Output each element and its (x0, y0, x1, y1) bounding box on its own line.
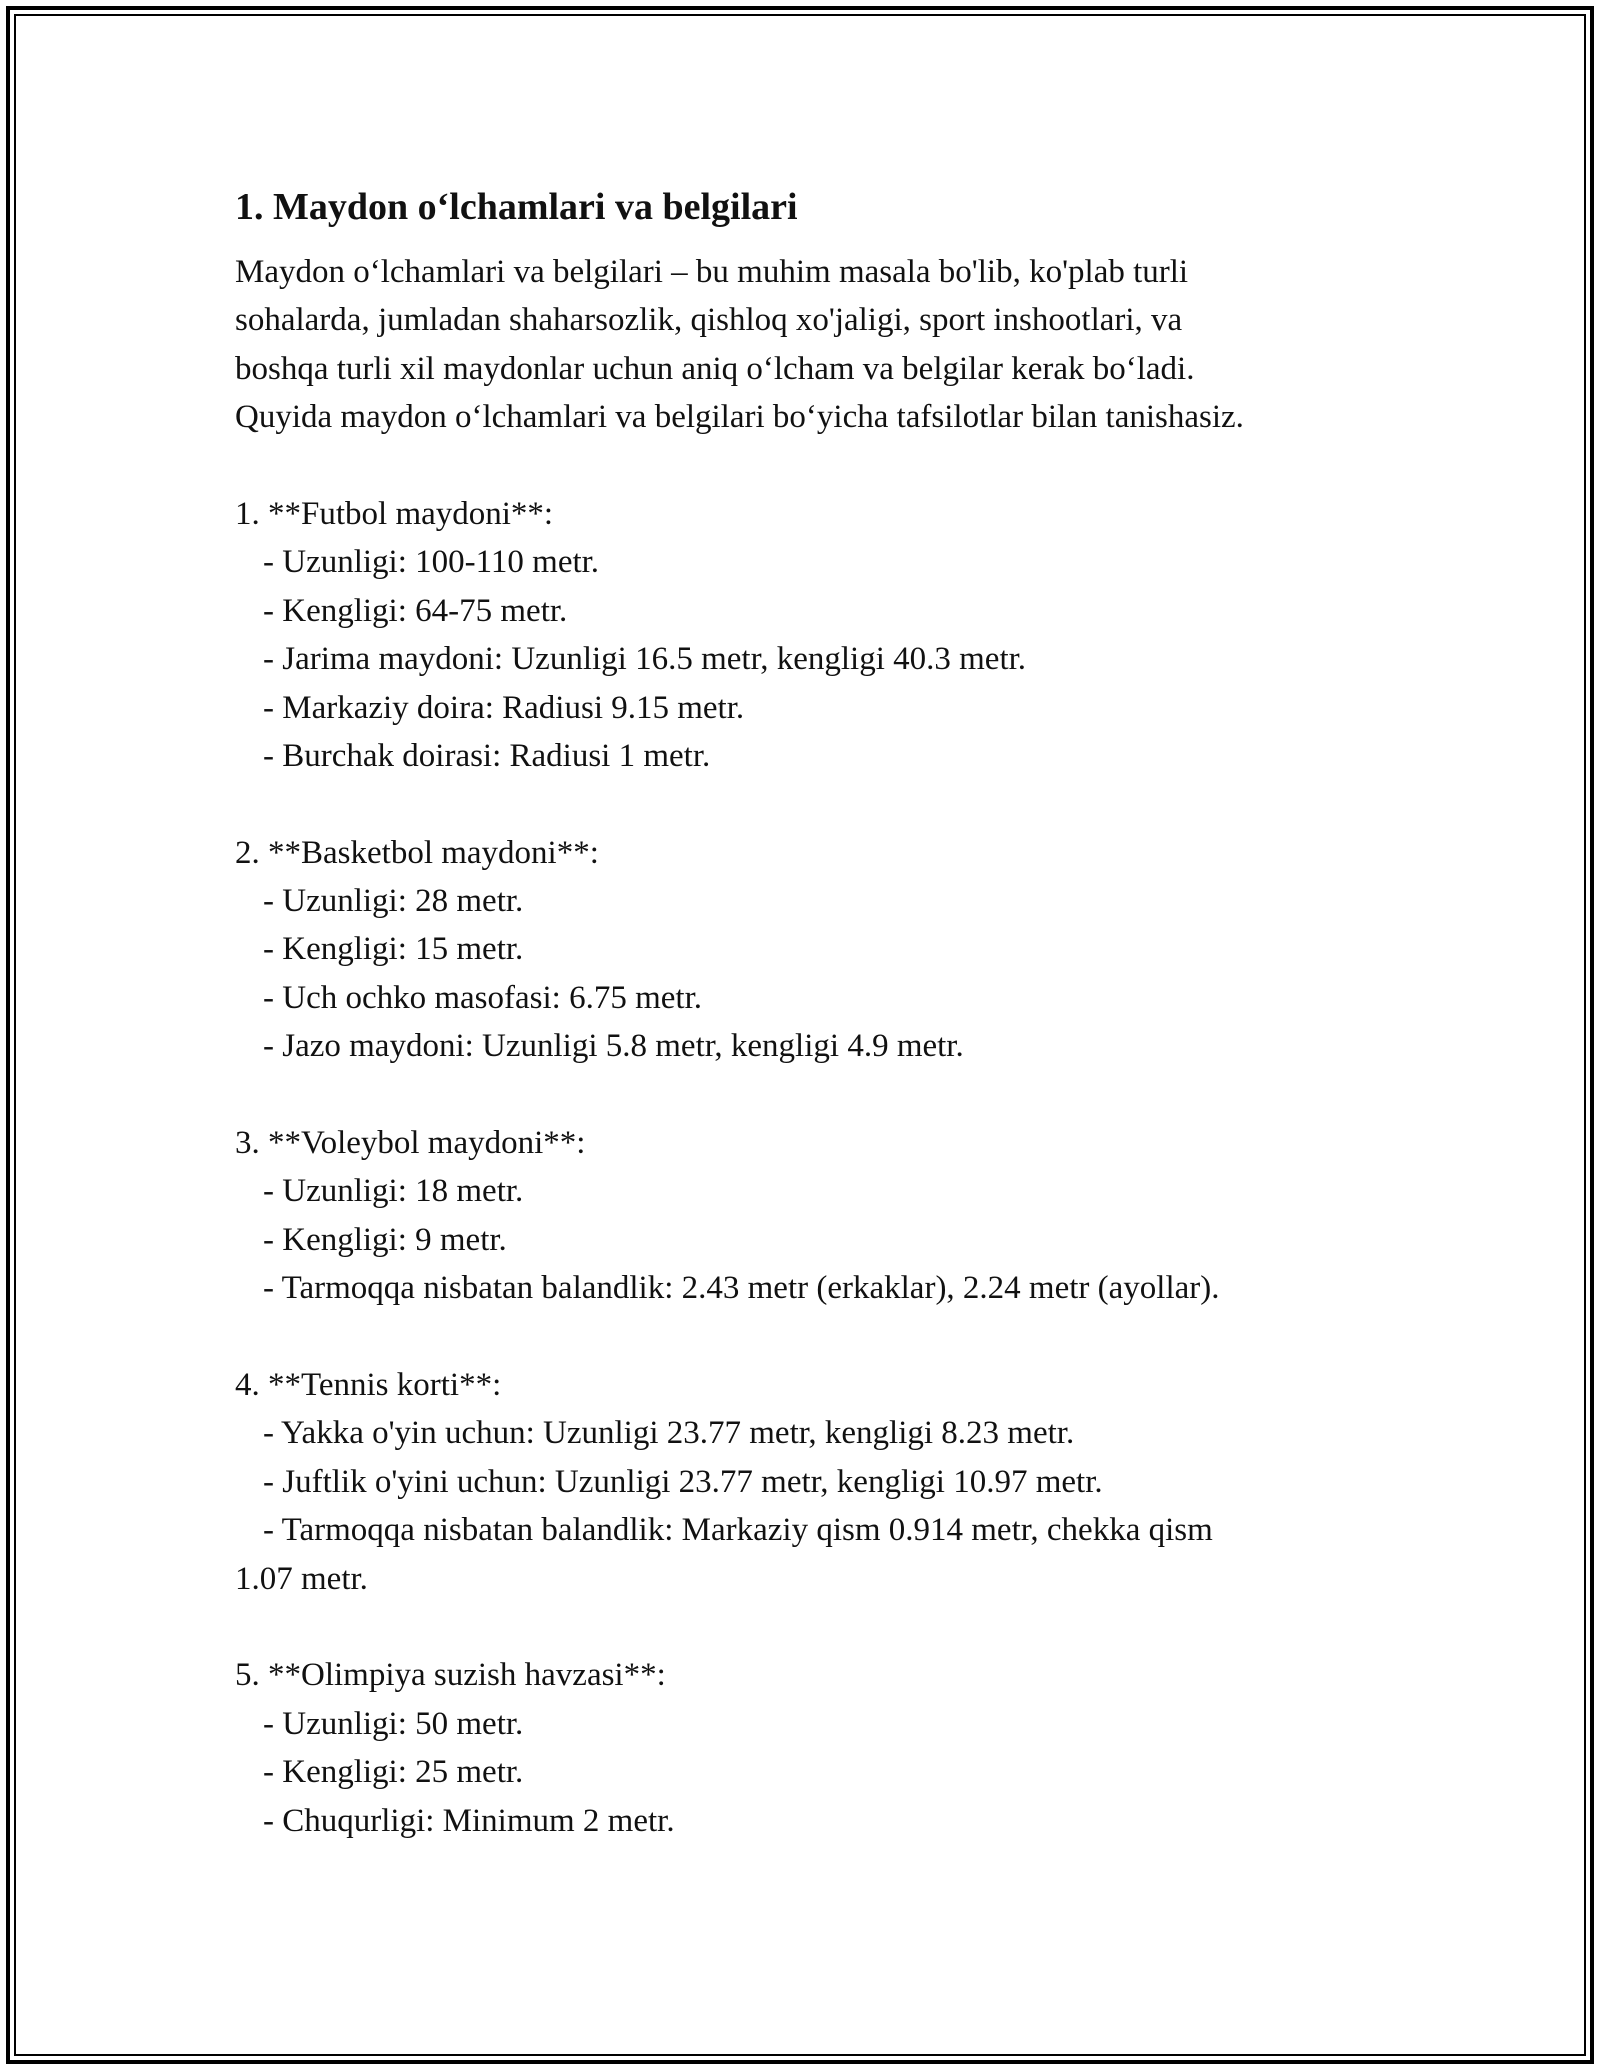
list-heading: 1. **Futbol maydoni**: (235, 495, 554, 532)
list-item: - Uzunligi: 100-110 metr. (263, 544, 600, 581)
list-item: - Uzunligi: 50 metr. (263, 1705, 524, 1742)
list-heading: 2. **Basketbol maydoni**: (235, 834, 599, 871)
list-item: - Uzunligi: 28 metr. (263, 883, 524, 920)
blank-line (235, 1071, 1415, 1119)
list-item: - Kengligi: 9 metr. (263, 1221, 507, 1258)
list-item: - Markaziy doira: Radiusi 9.15 metr. (263, 689, 745, 726)
document-body (235, 183, 1415, 1845)
list-section-volleyball (235, 1119, 1415, 1313)
list-section-football (235, 490, 1415, 780)
list-item: - Uch ochko masofasi: 6.75 metr. (263, 979, 702, 1016)
list-item-continuation: 1.07 metr. (235, 1560, 368, 1597)
list-section-swimming-pool (235, 1651, 1415, 1845)
intro-line: Maydon o‘lchamlari va belgilari – bu muhim masala bo'lib, ko'plab turli (235, 254, 1189, 290)
list-item: - Tarmoqqa nisbatan balandlik: 2.43 metr (erkaklar), 2.24 metr (ayollar). (263, 1270, 1220, 1307)
list-item: - Jarima maydoni: Uzunligi 16.5 metr, kengligi 40.3 metr. (263, 641, 1027, 678)
list-heading: 4. **Tennis korti**: (235, 1366, 502, 1403)
blank-line (235, 780, 1415, 828)
list-item: - Kengligi: 15 metr. (263, 931, 524, 968)
list-item: - Kengligi: 25 metr. (263, 1754, 524, 1791)
list-item: - Tarmoqqa nisbatan balandlik: Markaziy qism 0.914 metr, chekka qism (263, 1512, 1213, 1549)
list-heading: 3. **Voleybol maydoni**: (235, 1125, 586, 1162)
intro-line: Quyida maydon o‘lchamlari va belgilari bo‘yicha tafsilotlar bilan tanishasiz. (235, 399, 1244, 436)
list-section-tennis (235, 1361, 1415, 1603)
list-item: - Kengligi: 64-75 metr. (263, 592, 568, 629)
blank-line (235, 1603, 1415, 1651)
list-section-basketball (235, 829, 1415, 1071)
list-item: - Uzunligi: 18 metr. (263, 1173, 524, 1210)
intro-paragraph (235, 248, 1415, 442)
intro-line: boshqa turli xil maydonlar uchun aniq o‘lcham va belgilar kerak bo‘ladi. (235, 350, 1195, 387)
list-heading: 5. **Olimpiya suzish havzasi**: (235, 1657, 666, 1694)
blank-line (235, 1313, 1415, 1361)
list-item: - Juftlik o'yini uchun: Uzunligi 23.77 metr, kengligi 10.97 metr. (263, 1463, 1103, 1500)
section-title: 1. Maydon o‘lchamlari va belgilari (235, 186, 798, 228)
blank-line (235, 442, 1415, 490)
list-item: - Jazo maydoni: Uzunligi 5.8 metr, kengligi 4.9 metr. (263, 1028, 964, 1065)
intro-line: sohalarda, jumladan shaharsozlik, qishloq xo'jaligi, sport inshootlari, va (235, 302, 1183, 339)
list-item: - Burchak doirasi: Radiusi 1 metr. (263, 737, 711, 774)
list-item: - Yakka o'yin uchun: Uzunligi 23.77 metr, kengligi 8.23 metr. (263, 1415, 1075, 1452)
list-item: - Chuqurligi: Minimum 2 metr. (263, 1802, 675, 1839)
